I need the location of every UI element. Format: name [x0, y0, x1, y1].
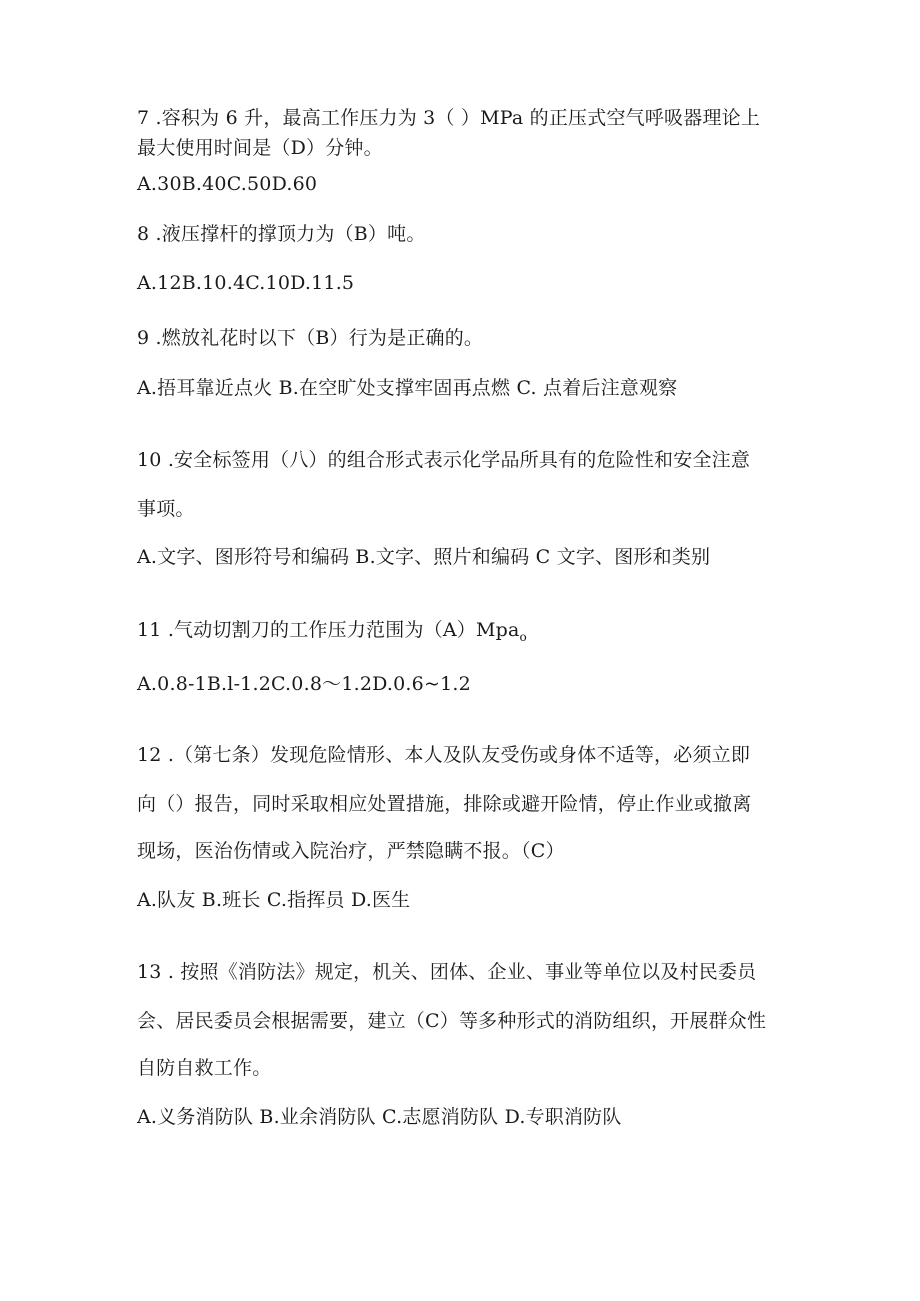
question-9-options: A.捂耳靠近点火 B.在空旷处支撑牢固再点燃 C. 点着后注意观察: [137, 377, 678, 399]
question-11-options: A.0.8-1B.l-1.2C.0.8～1.2D.0.6~1.2: [137, 673, 471, 695]
question-9-line-1: 9 .燃放礼花时以下（B）行为是正确的。: [137, 327, 484, 349]
question-12-line-3: 现场，医治伤情或入院治疗，严禁隐瞒不报。（C）: [137, 840, 565, 862]
question-8-line-1: 8 .液压撑杆的撑顶力为（B）吨。: [137, 223, 426, 245]
question-11-line-1: [137, 618, 527, 649]
question-13-line-3: 自防自救工作。: [137, 1057, 272, 1079]
question-13-line-2: 会、居民委员会根据需要，建立（C）等多种形式的消防组织，开展群众性: [137, 1010, 767, 1032]
question-7-options: A.30B.40C.50D.60: [137, 173, 318, 195]
question-12-options: A.队友 B.班长 C.指挥员 D.医生: [137, 889, 411, 911]
question-10-line-1: 10 .安全标签用（八）的组合形式表示化学品所具有的危险性和安全注意: [137, 449, 751, 471]
question-13-line-1: 13 . 按照《消防法》规定，机关、团体、企业、事业等单位以及村民委员: [137, 961, 757, 983]
question-12-line-2: 向（）报告，同时采取相应处置措施，排除或避开险情，停止作业或撤离: [137, 793, 752, 815]
question-11-line-1-subscript: o: [519, 629, 527, 644]
question-7-line-1: 7 .容积为 6 升，最高工作压力为 3（ ）MPa 的正压式空气呼吸器理论上: [137, 107, 761, 129]
question-11-line-1-text: 11 .气动切割刀的工作压力范围为（A）Mpa: [137, 619, 520, 641]
question-10-options: A.文字、图形符号和编码 B.文字、照片和编码 C 文字、图形和类别: [137, 546, 711, 568]
question-10-line-2: 事项。: [137, 498, 195, 520]
question-12-line-1: 12 .（第七条）发现危险情形、本人及队友受伤或身体不适等，必须立即: [137, 744, 751, 766]
question-8-options: A.12B.10.4C.10D.11.5: [137, 272, 355, 294]
question-13-options: A.义务消防队 B.业余消防队 C.志愿消防队 D.专职消防队: [137, 1106, 622, 1128]
question-7-line-2: 最大使用时间是（D）分钟。: [137, 137, 383, 159]
